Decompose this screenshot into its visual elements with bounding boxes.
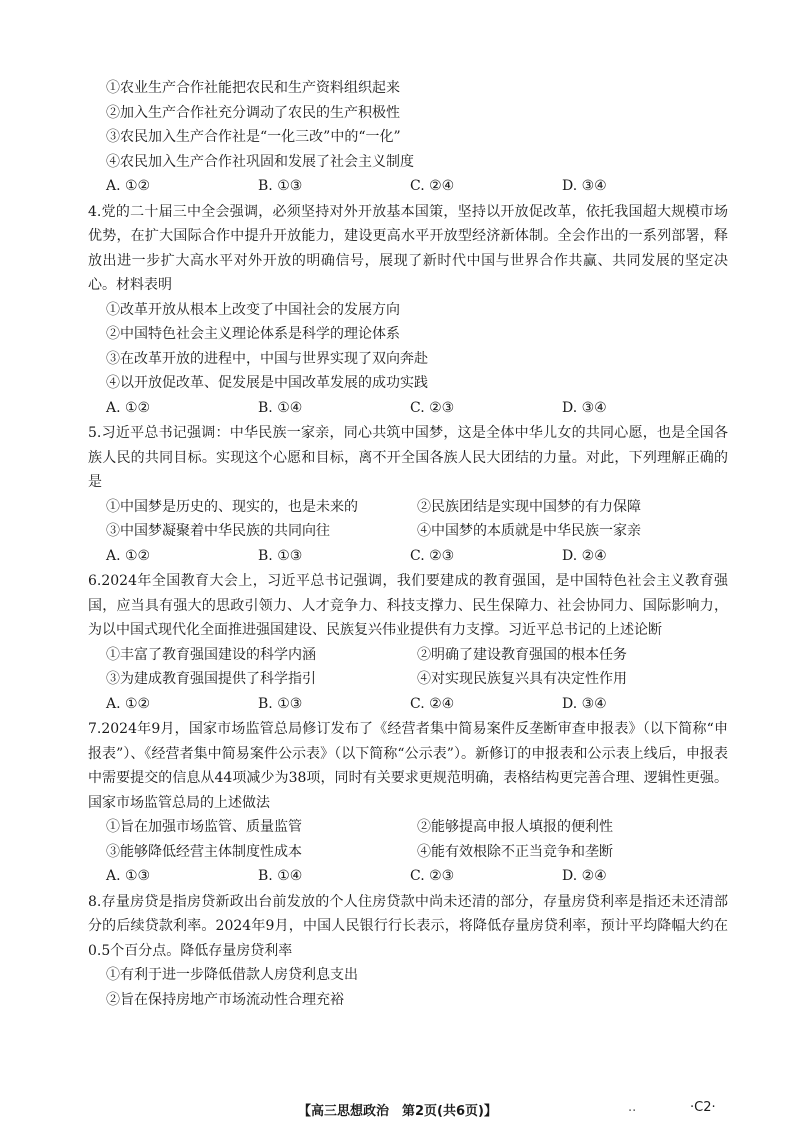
q7-options-row-2 bbox=[88, 840, 728, 865]
q4-stem: 4.党的二十届三中全会强调，必须坚持对外开放基本国策，坚持以开放促改革，依托我国超大规模市场优势，在扩大国际合作中提升开放能力，建设更高水平开放型经济新体制。全会作出的一系列部署，释放出进一步扩大高水平对外开放的明确信号，展现了新时代中国与世界合作共赢、共同发展的坚定决心。材料表明 bbox=[88, 203, 728, 293]
footer-title: 【高三思想政治 第2页(共6页)】 bbox=[298, 1104, 497, 1119]
q5-choice-a: A. ①② bbox=[106, 547, 151, 564]
q3-option-1: ①农业生产合作社能把农民和生产资料组织起来 bbox=[106, 80, 400, 96]
q4-choices bbox=[88, 396, 728, 421]
q4-choice-d: D. ③④ bbox=[562, 399, 607, 416]
question-6 bbox=[88, 569, 728, 716]
q8-option-2: ②旨在保持房地产市场流动性合理充裕 bbox=[106, 991, 344, 1008]
q6-choice-d: D. ③④ bbox=[562, 695, 607, 712]
q7-choice-b: B. ①④ bbox=[258, 868, 303, 884]
q6-choice-b: B. ①③ bbox=[258, 695, 303, 712]
question-8 bbox=[88, 890, 728, 1013]
q5-stem: 5.习近平总书记强调：中华民族一家亲，同心共筑中国梦，这是全体中华儿女的共同心愿，也是全国各族人民的共同目标。实现这个心愿和目标，离不开全国各族人民大团结的力量。对此，下列理解正确的是 bbox=[88, 425, 728, 490]
q7-option-3: ③能够降低经营主体制度性成本 bbox=[106, 843, 302, 860]
q4-option-4: ④以开放促改革、促发展是中国改革发展的成功实践 bbox=[106, 375, 428, 391]
q4-option-1: ①改革开放从根本上改变了中国社会的发展方向 bbox=[106, 301, 400, 318]
q3-option-3: ③农民加入生产合作社是“一化三改”中的“一化” bbox=[106, 129, 401, 145]
q4-choice-c: C. ②③ bbox=[410, 399, 455, 416]
question-4 bbox=[88, 200, 728, 421]
footer-dots: .. bbox=[628, 1100, 637, 1115]
q6-options-row-2 bbox=[88, 667, 728, 692]
page-footer bbox=[0, 1100, 794, 1120]
page-content bbox=[88, 76, 728, 1012]
q3-choice-b: B. ①③ bbox=[258, 178, 303, 194]
q6-option-2: ②明确了建设教育强国的根本任务 bbox=[417, 646, 627, 663]
q6-option-3: ③为建成教育强国提供了科学指引 bbox=[106, 671, 316, 687]
q3-option-4: ④农民加入生产合作社巩固和发展了社会主义制度 bbox=[106, 153, 414, 170]
q7-options-row-1 bbox=[88, 815, 728, 840]
q6-choice-a: A. ①② bbox=[106, 695, 151, 712]
q7-choices bbox=[88, 864, 728, 889]
q5-choice-c: C. ②③ bbox=[410, 547, 455, 564]
q7-option-2: ②能够提高申报人填报的便利性 bbox=[417, 819, 613, 835]
q5-choice-d: D. ②④ bbox=[562, 547, 607, 564]
q8-option-1: ①有利于进一步降低借款人房贷利息支出 bbox=[106, 967, 358, 983]
q5-option-1: ①中国梦是历史的、现实的，也是未来的 bbox=[106, 498, 358, 515]
q5-option-4: ④中国梦的本质就是中华民族一家亲 bbox=[417, 523, 641, 539]
q5-option-3: ③中国梦凝聚着中华民族的共同向往 bbox=[106, 523, 330, 539]
q6-choices bbox=[88, 692, 728, 717]
q7-option-4: ④能有效根除不正当竞争和垄断 bbox=[417, 843, 613, 860]
q3-choice-d: D. ③④ bbox=[562, 178, 607, 194]
q7-option-1: ①旨在加强市场监管、质量监管 bbox=[106, 819, 302, 835]
q8-stem: 8.存量房贷是指房贷新政出台前发放的个人住房贷款中尚未还清的部分，存量房贷利率是指还未还清部分的后续贷款利率。2024年9月，中国人民银行行长表示，将降低存量房贷利率，预计平均降幅大约在0.5个百分点。降低存量房贷利率 bbox=[88, 893, 728, 959]
question-7 bbox=[88, 717, 728, 889]
footer-code: ·C2· bbox=[690, 1100, 716, 1115]
q7-choice-a: A. ①③ bbox=[106, 868, 151, 884]
q6-option-4: ④对实现民族复兴具有决定性作用 bbox=[417, 671, 627, 687]
q7-stem: 7.2024年9月，国家市场监管总局修订发布了《经营者集中简易案件反垄断审查申报表》（以下简称“申报表”）、《经营者集中简易案件公示表》（以下简称“公示表”）。新修订的申报表和公示表上线后，申报表中需要提交的信息从44项减少为38项，同时有关要求更规范明确，表格结构更完善合理、逻辑性更强。国家市场监管总局的上述做法 bbox=[88, 721, 728, 811]
q4-choice-b: B. ①④ bbox=[258, 399, 303, 416]
q6-choice-c: C. ②④ bbox=[410, 695, 455, 712]
question-3-tail bbox=[88, 76, 728, 199]
q4-option-2: ②中国特色社会主义理论体系是科学的理论体系 bbox=[106, 326, 400, 342]
q6-option-1: ①丰富了教育强国建设的科学内涵 bbox=[106, 646, 316, 663]
q3-choices bbox=[88, 174, 728, 199]
q6-stem: 6.2024年全国教育大会上，习近平总书记强调，我们要建成的教育强国，是中国特色社会主义教育强国，应当具有强大的思政引领力、人才竞争力、科技支撑力、民生保障力、社会协同力、国际影响力，为以中国式现代化全面推进强国建设、民族复兴伟业提供有力支撑。习近平总书记的上述论断 bbox=[88, 573, 728, 638]
q5-choices bbox=[88, 544, 728, 569]
q7-choice-d: D. ②④ bbox=[562, 868, 607, 884]
q3-choice-c: C. ②④ bbox=[410, 178, 455, 194]
question-5 bbox=[88, 421, 728, 568]
q6-options-row-1 bbox=[88, 643, 728, 668]
q5-options-row-2 bbox=[88, 519, 728, 544]
q5-options-row-1 bbox=[88, 495, 728, 520]
q4-choice-a: A. ①② bbox=[106, 399, 151, 416]
q4-option-3: ③在改革开放的进程中，中国与世界实现了双向奔赴 bbox=[106, 350, 428, 367]
q3-choice-a: A. ①② bbox=[106, 178, 151, 194]
q3-option-2: ②加入生产合作社充分调动了农民的生产积极性 bbox=[106, 104, 400, 121]
q5-option-2: ②民族团结是实现中国梦的有力保障 bbox=[417, 498, 641, 515]
q5-choice-b: B. ①③ bbox=[258, 547, 303, 564]
q7-choice-c: C. ②③ bbox=[410, 868, 455, 884]
